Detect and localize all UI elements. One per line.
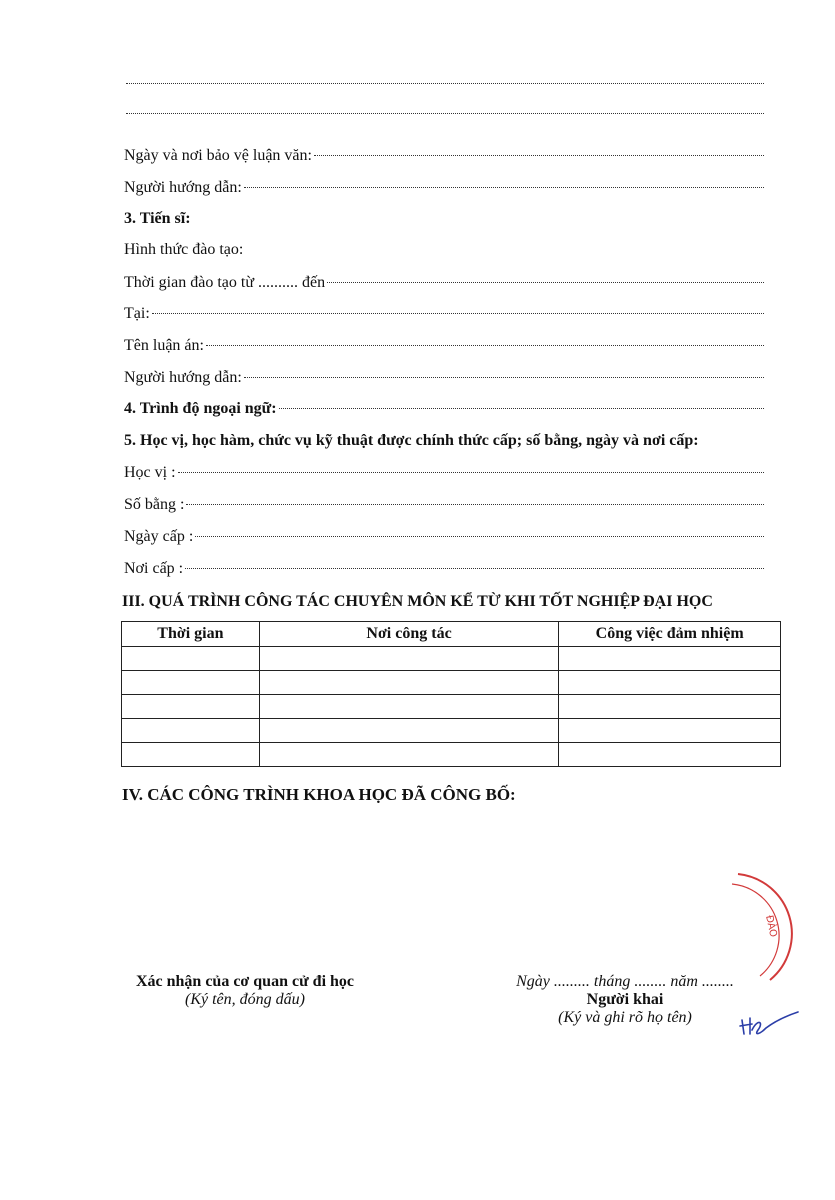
table-cell — [259, 719, 559, 743]
degree-label: Học vị : — [124, 464, 176, 481]
training-form-label: Hình thức đào tạo: — [124, 241, 244, 258]
table-cell — [259, 671, 559, 695]
table-cell — [559, 743, 781, 767]
dotted-line-2 — [124, 116, 764, 140]
table-cell — [259, 695, 559, 719]
doctor-advisor-field — [124, 369, 764, 393]
stamp-text: ĐÀO — [763, 914, 779, 939]
left-signature-block — [110, 973, 380, 1009]
left-signature-note: (Ký tên, đóng dấu) — [185, 991, 305, 1008]
doctor-heading: 3. Tiến sĩ: — [124, 210, 191, 227]
diploma-number-label: Số bằng : — [124, 496, 185, 513]
table-cell — [122, 695, 260, 719]
issue-place-label: Nơi cấp : — [124, 560, 184, 577]
thesis-defense-field — [124, 147, 764, 171]
table-cell — [122, 647, 260, 671]
dissertation-label: Tên luận án: — [124, 337, 204, 354]
issue-date-label: Ngày cấp : — [124, 528, 194, 545]
column-header-time: Thời gian — [122, 622, 260, 647]
table-cell — [259, 647, 559, 671]
signature-date-line: Ngày ......... tháng ........ năm ........ — [516, 973, 734, 990]
degrees-heading: 5. Học vị, học hàm, chức vụ kỹ thuật được chính thức cấp; số bằng, ngày và nơi cấp: — [124, 432, 699, 449]
section-4-heading: IV. CÁC CÔNG TRÌNH KHOA HỌC ĐÃ CÔNG BỐ: — [122, 785, 516, 804]
table-cell — [559, 671, 781, 695]
table-header-row — [122, 622, 781, 647]
handwritten-signature-icon — [738, 1008, 802, 1040]
left-signature-title: Xác nhận của cơ quan cử đi học — [135, 973, 355, 990]
table-row — [122, 743, 781, 767]
issue-place-field — [124, 560, 764, 584]
table-cell — [259, 743, 559, 767]
red-stamp-icon — [728, 872, 798, 982]
language-field — [124, 400, 764, 424]
dissertation-field — [124, 337, 764, 361]
training-time-label: Thời gian đào tạo từ .......... đến — [124, 274, 326, 291]
right-signature-note: (Ký và ghi rõ họ tên) — [558, 1009, 692, 1026]
at-label: Tại: — [124, 305, 150, 322]
diploma-number-field — [124, 496, 764, 520]
table-row — [122, 671, 781, 695]
thesis-advisor-field — [124, 179, 764, 203]
training-time-field — [124, 274, 764, 298]
doctor-advisor-label: Người hướng dẫn: — [124, 369, 242, 386]
at-field — [124, 305, 764, 329]
language-label: 4. Trình độ ngoại ngữ: — [124, 400, 277, 417]
table-cell — [122, 743, 260, 767]
issue-date-field — [124, 528, 764, 552]
table-row — [122, 719, 781, 743]
table-cell — [559, 719, 781, 743]
degree-field — [124, 464, 764, 488]
training-form-field — [124, 241, 764, 265]
thesis-advisor-label: Người hướng dẫn: — [124, 179, 242, 196]
table-cell — [122, 671, 260, 695]
work-history-table — [121, 621, 781, 767]
table-cell — [559, 647, 781, 671]
thesis-defense-label: Ngày và nơi bảo vệ luận văn: — [124, 147, 312, 164]
table-cell — [122, 719, 260, 743]
right-signature-title: Người khai — [586, 991, 664, 1008]
table-cell — [559, 695, 781, 719]
column-header-duty: Công việc đảm nhiệm — [559, 622, 781, 647]
table-row — [122, 647, 781, 671]
column-header-workplace: Nơi công tác — [259, 622, 559, 647]
right-signature-block — [490, 973, 760, 1027]
table-row — [122, 695, 781, 719]
dotted-line-1 — [124, 86, 764, 110]
section-3-heading: III. QUÁ TRÌNH CÔNG TÁC CHUYÊN MÔN KỂ TỪ KHI TỐT NGHIỆP ĐẠI HỌC — [122, 593, 713, 610]
